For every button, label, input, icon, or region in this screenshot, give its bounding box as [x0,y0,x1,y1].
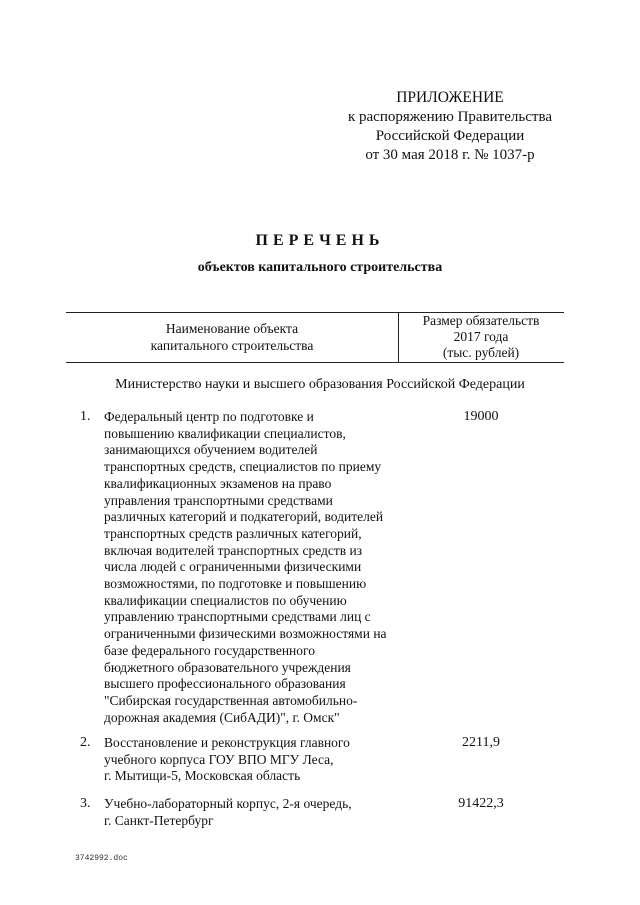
item-name-line: квалификационных экзаменов на право [104,475,332,491]
column-header-size-line-2: 2017 года [453,329,509,344]
item-name [104,735,404,785]
item-name [104,796,404,829]
item-number: 3. [80,796,91,811]
column-header-size-line-3: (тыс. рублей) [442,345,520,360]
item-name [104,409,404,726]
item-name-line: ограниченными физическими возможностями на [104,626,387,642]
item-name-line: различных категорий и подкатегорий, водителей [104,509,384,525]
item-name-line: возможностями, по подготовке и повышению [104,576,367,592]
item-name-line: повышению квалификации специалистов, [104,425,346,441]
item-name-line: г. Санкт-Петербург [104,812,214,828]
appendix-heading: ПРИЛОЖЕНИЕ [396,89,504,106]
item-name-line: Восстановление и реконструкция главного [104,735,350,750]
item-value: 19000 [463,409,499,424]
item-name-line: Учебно-лабораторный корпус, 2-я очередь, [104,796,352,811]
item-number: 1. [80,409,91,424]
ministry-heading: Министерство науки и высшего образования Российской Федерации [115,377,525,392]
item-name-line: базе федерального государственного [104,642,315,658]
appendix-block [340,88,560,165]
column-header-name [66,320,398,354]
item-name-line: высшего профессионального образования [104,676,346,692]
item-number: 2. [80,735,91,750]
item-name-line: числа людей с ограниченными физическими [104,559,362,575]
item-value: 91422,3 [458,796,504,811]
item-name-line: транспортных средств различных категорий, [104,525,362,541]
item-name-line: дорожная академия (СибАДИ)", г. Омск" [104,709,340,725]
column-header-name-line-1: Наименование объекта [165,321,299,336]
item-name-line: управления транспортными средствами [104,492,333,508]
item-name-line: учебного корпуса ГОУ ВПО МГУ Леса, [104,751,334,767]
document-subtitle: объектов капитального строительства [197,260,443,275]
appendix-line-1: к распоряжению Правительства [347,109,552,125]
column-header-size-line-1: Размер обязательств [422,313,540,328]
item-name-line: управлению транспортными средствами лиц с [104,609,371,625]
item-name-line: квалификации специалистов по обучению [104,592,347,608]
appendix-line-3: от 30 мая 2018 г. № 1037-р [365,147,535,163]
item-name-line: "Сибирская государственная автомобильно- [104,692,358,708]
item-name-line: г. Мытищи-5, Московская область [104,768,301,784]
item-name-line: Федеральный центр по подготовке и [104,409,314,424]
column-header-name-line-2: капитального строительства [150,338,314,353]
item-name-line: бюджетного образовательного учреждения [104,659,351,675]
appendix-line-2: Российской Федерации [375,128,525,144]
column-header-size [398,313,564,361]
item-name-line: транспортных средств, специалистов по приему [104,459,382,475]
document-title: ПЕРЕЧЕНЬ [255,232,385,249]
item-name-line: занимающихся обучением водителей [104,442,318,458]
document-file-id: 3742992.doc [75,854,128,863]
item-name-line: включая водителей транспортных средств из [104,542,363,558]
table-header-bottom-rule [66,362,564,363]
item-value: 2211,9 [462,735,500,750]
